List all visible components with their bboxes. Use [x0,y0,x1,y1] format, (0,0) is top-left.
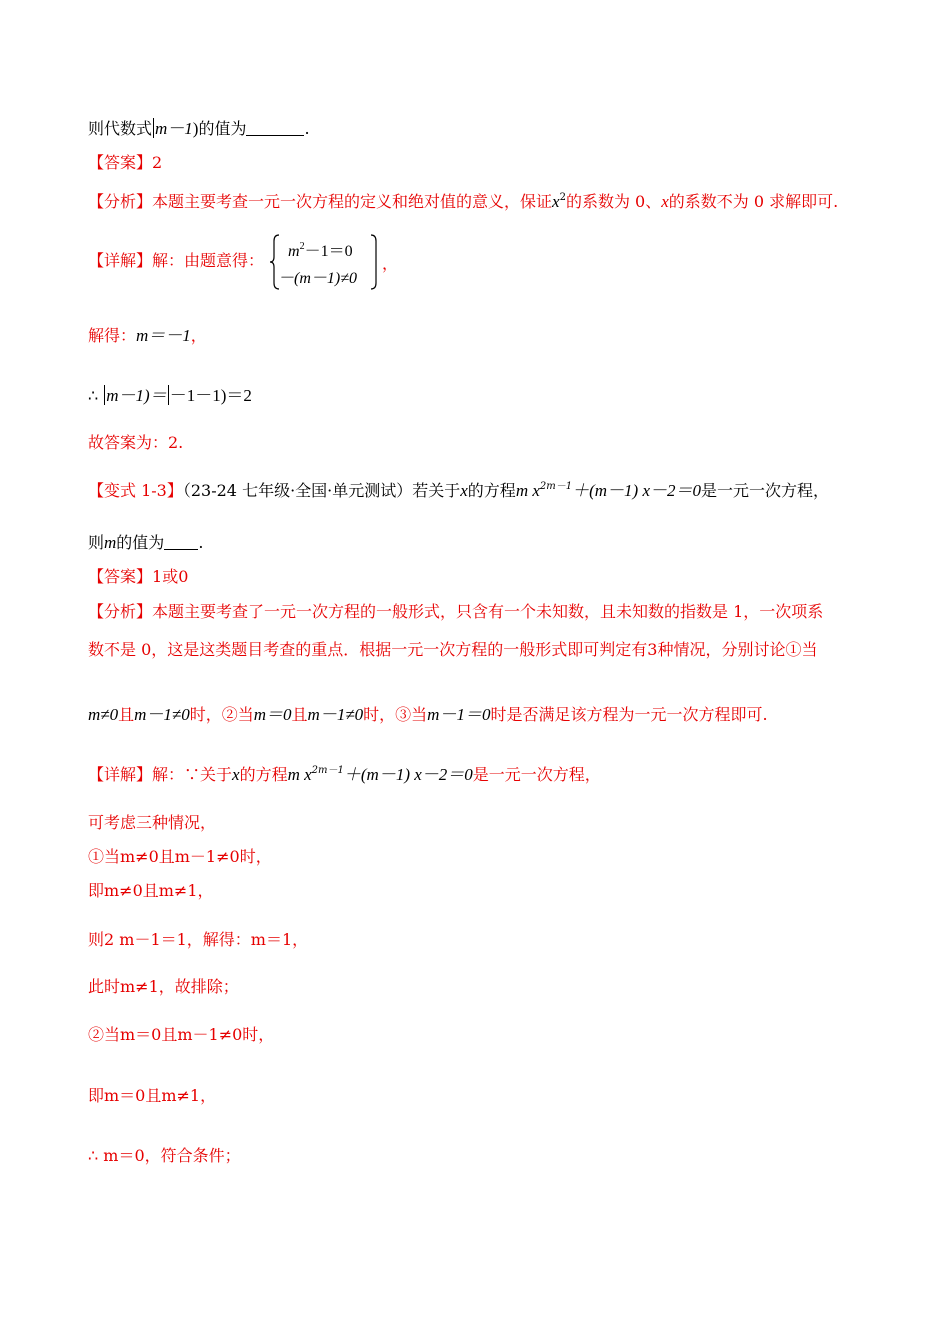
p1-final-line: 故答案为：2. [88,433,184,452]
p2-mid: 的方程 [467,481,516,500]
p1-analysis-line [88,191,838,213]
p2-analysis-line-3: m≠0且m－1≠0时，②当m＝0且m－1≠0时，③当m－1＝0时是否满足该方程为一元一次方程即可. [88,705,768,724]
p2-analysis-1: 本题主要考查了一元一次方程的一般形式，只含有一个未知数，且未知数的指数是 1，一次项系 [152,602,824,621]
step-2: ①当m≠0且m－1≠0时， [88,847,272,866]
step-6: ②当m＝0且m－1≠0时， [88,1025,275,1044]
p1-detail-line [88,250,264,272]
p1-solved-line [88,325,207,347]
p1-therefore-eq2: －1－1)＝2 [169,386,252,405]
step-4: 则2 m－1＝1，解得：m＝1， [88,930,309,949]
p2-line2-a: 则 [88,533,105,552]
step-5: 此时m≠1，故排除； [88,977,239,996]
p2-mx: m x [515,481,540,500]
p1-answer: 2 [152,153,163,172]
p2-x: x [460,481,468,500]
therefore-symbol: ∴ [88,386,99,405]
p2-end: 是一元一次方程， [701,481,830,500]
p2-source: （23-24 七年级·全国·单元测试）若关于 [182,481,461,500]
detail-tag: 【详解】 [88,251,153,270]
p1-solved-lead: 解得： [88,326,137,345]
p2-question-line-2 [88,532,203,554]
p2-question-line [88,480,829,502]
p2-detail-line: 【详解】解：∵关于x的方程m $x^{2m-1}+(m-1)$ x－2＝0是一元一次方程， [88,765,601,784]
p2-answer-blank [164,533,198,550]
p2-answer-line [88,566,188,588]
system-row-1: $m^2-1=0$ [288,241,353,260]
p1-analysis-b: 的系数为 0、 [565,192,662,211]
step-8: ∴ m＝0，符合条件； [88,1146,241,1165]
p2-m: m [104,533,117,552]
answer-tag: 【答案】 [88,153,153,172]
answer-blank [246,119,304,136]
p1-question-line: 则代数式 m－1)的值为 . [88,119,310,138]
p1-therefore-line [88,385,252,407]
p1-detail-lead: 解：由题意得： [152,251,265,270]
variant-tag: 【变式 1-3】 [88,481,183,500]
p1-therefore-eq: m－1)＝ [106,386,167,405]
step-7: 即m＝0且m≠1， [88,1086,217,1105]
p1-analysis-c: 的系数不为 0 求解即可. [668,192,839,211]
p2-detail-lead: 解：∵关于 [152,765,233,784]
p1-solved-tail: ， [190,326,207,345]
p1-solved-eq: m＝－1 [136,326,191,345]
p1-expr: m－1 [155,119,193,138]
p2-analysis-line-1 [88,601,823,623]
p2-line2-b: 的值为 [116,533,165,552]
abs-bar [153,118,154,138]
p1-end: . [304,119,310,138]
p2-analysis-tag: 【分析】 [88,602,153,621]
system-row-2: －(m－1)≠0 [278,270,357,287]
p1-detail-tail: ， [382,254,399,273]
analysis-tag: 【分析】 [88,192,153,211]
p1-answer-line [88,152,162,174]
p1-analysis-x: x [552,192,560,211]
p2-analysis-line-2: 数不是 0，这是这类题目考查的重点．根据一元一次方程的一般形式即可判定有3种情况，分别讨论①当 [88,640,818,659]
p1-analysis-a: 本题主要考查一元一次方程的定义和绝对值的意义，保证 [152,192,553,211]
step-3: 即m≠0且m≠1， [88,881,214,900]
p1-analysis-exp: 2 [559,192,566,203]
p2-line2-end: . [198,533,204,552]
p2-exp: 2m－1 [539,481,573,492]
p1-analysis-x2: x [661,192,669,211]
p2-answer: 1或0 [152,567,189,586]
p1-lead: 则代数式 [88,119,153,138]
equation-system [270,233,380,291]
p2-rest: ＋(m－1) x－2＝0 [572,481,702,500]
step-1: 可考虑三种情况， [88,813,217,832]
p2-answer-tag: 【答案】 [88,567,153,586]
p2-detail-tag: 【详解】 [88,765,153,784]
p1-mid: 的值为 [198,119,247,138]
